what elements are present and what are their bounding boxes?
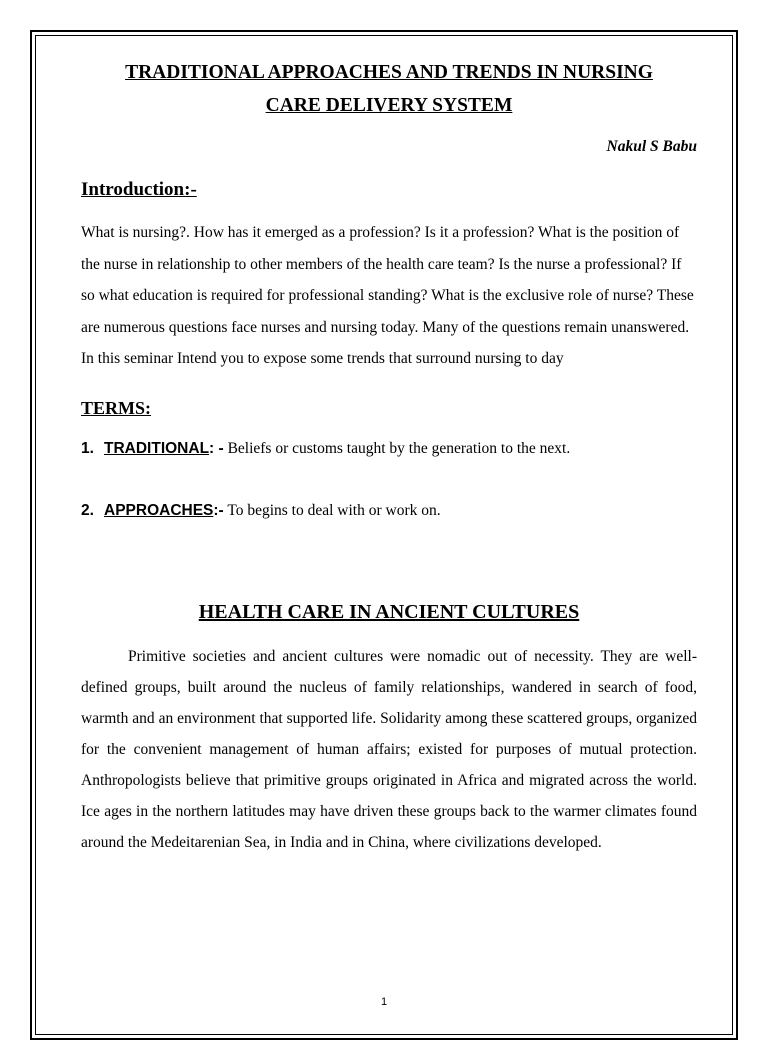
terms-heading: TERMS: (81, 397, 152, 418)
term-number: 2. (81, 501, 94, 519)
term-separator: : - (209, 439, 224, 457)
document-title-line-1: TRADITIONAL APPROACHES AND TRENDS IN NURSING (125, 62, 653, 83)
document-title-line-2: CARE DELIVERY SYSTEM (265, 95, 513, 116)
term-number: 1. (81, 439, 94, 457)
term-definition: To begins to deal with or work on. (223, 501, 441, 519)
term-separator: :- (213, 501, 224, 519)
document-content (81, 56, 697, 858)
ancient-cultures-heading: HEALTH CARE IN ANCIENT CULTURES (198, 600, 580, 623)
page-number: 1 (380, 996, 388, 1008)
term-item-approaches (81, 499, 697, 523)
term-definition: Beliefs or customs taught by the generation to the next. (223, 439, 571, 457)
term-name: TRADITIONAL (104, 439, 210, 457)
ancient-cultures-paragraph: Primitive societies and ancient cultures were nomadic out of necessity. They are well- defined groups, built around the nucleus of family relationships, wandered in search of food, warmth and an environment that supported life. Solidarity among these scattered groups, organized for the convenient management of human affairs; existed for purposes of mutual protection. Anthropologists believe that primitive groups originated in Africa and migrated across the world. Ice ages in the northern latitudes may have driven these groups back to the warmer climates found around the Medeitarenian Sea, in India and in China, where civilizations developed. (81, 647, 697, 851)
term-item-traditional (81, 437, 697, 461)
term-name: APPROACHES (104, 501, 214, 519)
introduction-paragraph: What is nursing?. How has it emerged as a profession? Is it a profession? What is the position of the nurse in relationship to other members of the health care team? Is the nurse a professional? If so what education is required for professional standing? What is the exclusive role of nurse? These are numerous questions face nurses and nursing today. Many of the questions remain unanswered. In this seminar Intend you to expose some trends that surround nursing to day (81, 224, 694, 367)
introduction-heading: Introduction:- (81, 179, 197, 200)
author-name: Nakul S Babu (606, 138, 697, 155)
